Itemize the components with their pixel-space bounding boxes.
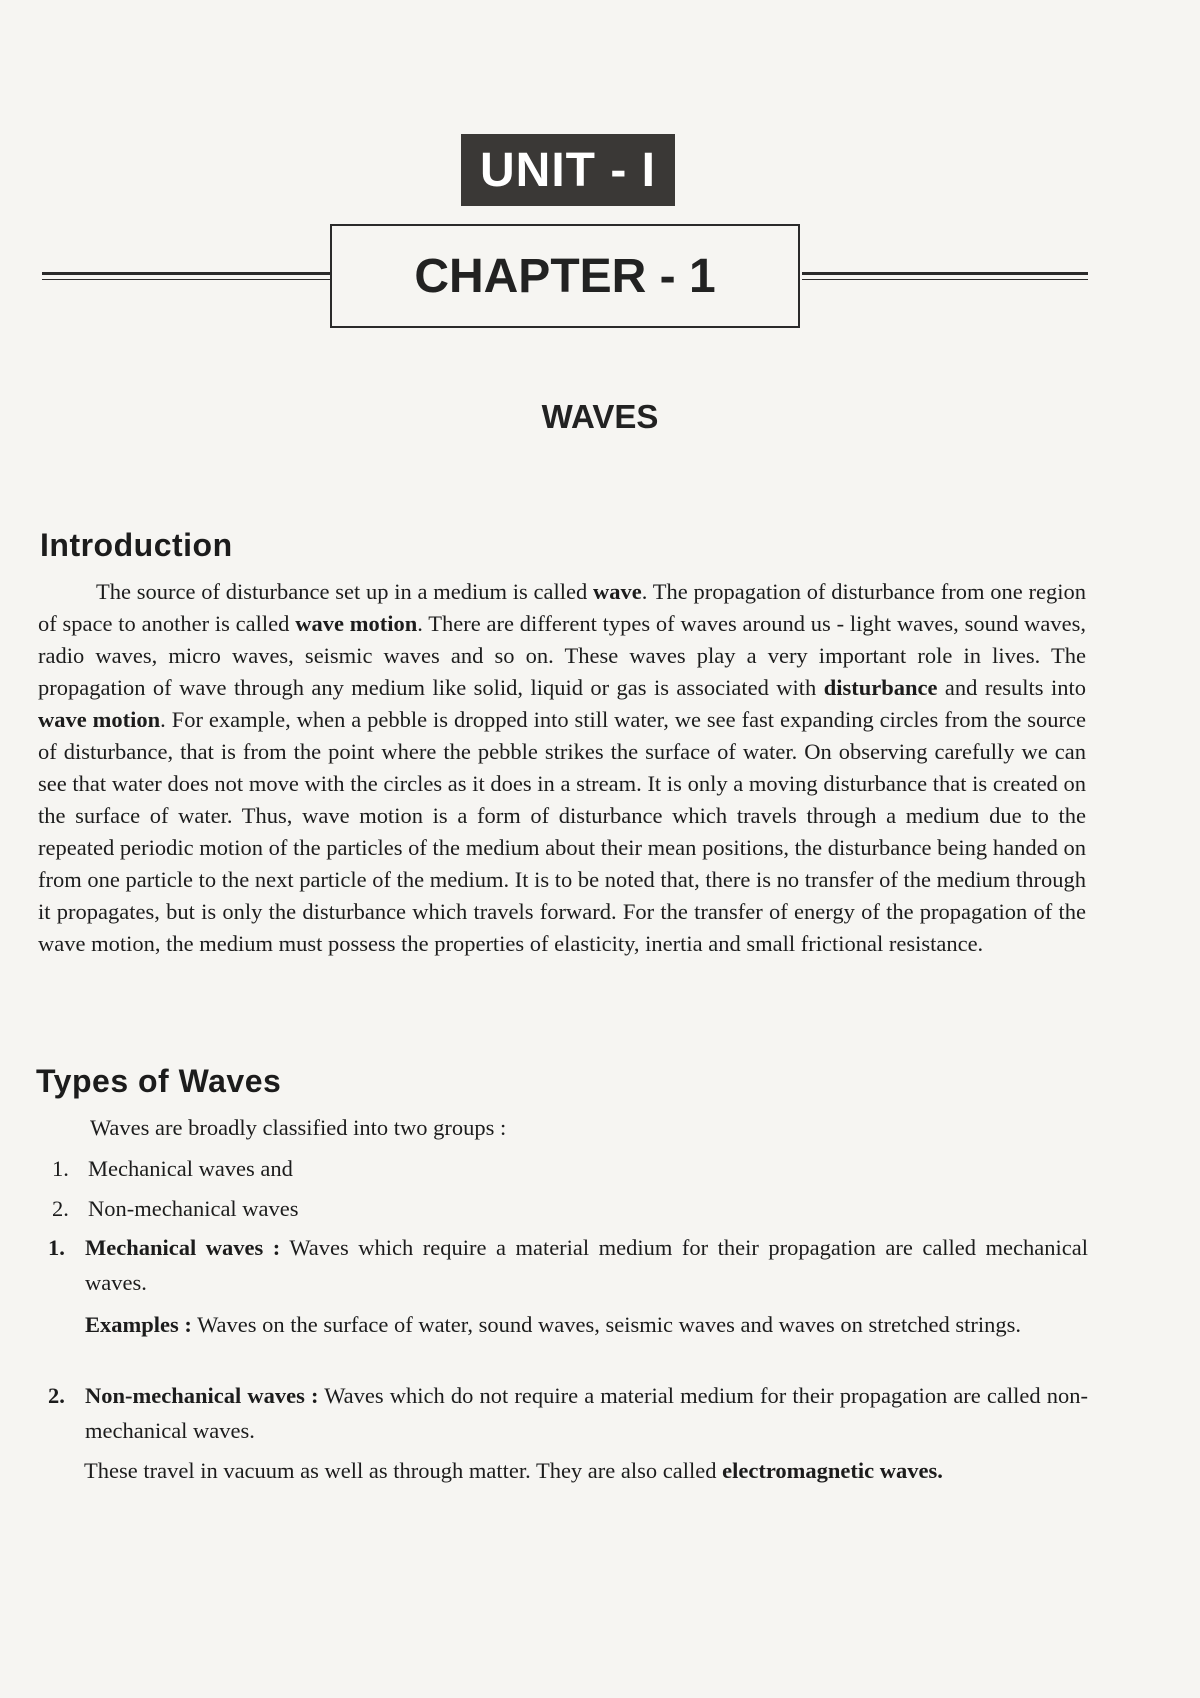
introduction-paragraph: The source of disturbance set up in a medium is called wave. The propagation of disturbance from one region of space to another is called wave motion. There are different types of waves around us - light waves, sound waves, radio waves, micro waves, seismic waves and so on. These waves play a very important role in lives. The propagation of wave through any medium like solid, liquid or gas is associated with disturbance and results into wave motion. For example, when a pebble is dropped into still water, we see fast expanding circles from the source of disturbance, that is from the point where the pebble strikes the surface of water. On observing carefully we can see that water does not move with the circles as it does in a stream. It is only a moving disturbance that is created on the surface of water. Thus, wave motion is a form of disturbance which travels through a medium due to the repeated periodic motion of the particles of the medium about their mean positions, the disturbance being handed on from one particle to the next particle of the medium. It is to be noted that, there is no transfer of the medium through it propagates, but is only the disturbance which travels forward. For the transfer of energy of the propagation of the wave motion, the medium must possess the properties of elasticity, inertia and small frictional resistance. [38, 579, 1086, 956]
term-wave-motion-2: wave motion [38, 707, 161, 732]
introduction-heading: Introduction [40, 527, 233, 563]
term-wave-motion: wave motion [295, 611, 418, 636]
non-mechanical-waves-definition: 2. Non-mechanical waves : Waves which do not require a material medium for their propagation are called non-mechanical waves. [48, 1383, 1088, 1443]
chapter-rule-left [42, 272, 330, 280]
chapter-title: WAVES [541, 398, 659, 435]
unit-badge: UNIT - I [461, 134, 675, 206]
chapter-label: CHAPTER - 1 [330, 224, 800, 328]
list-item: 2. Non-mechanical waves [52, 1196, 299, 1221]
term-wave: wave [593, 579, 642, 604]
chapter-rule-right [802, 272, 1088, 280]
term-disturbance: disturbance [823, 675, 938, 700]
mechanical-waves-examples: Examples : Waves on the surface of water, sound waves, seismic waves and waves on stretched strings. [85, 1312, 1022, 1337]
list-item: 1. Mechanical waves and [52, 1156, 293, 1181]
electromagnetic-note: These travel in vacuum as well as through matter. They are also called electromagnetic waves. [84, 1458, 943, 1483]
types-lead: Waves are broadly classified into two groups : [90, 1115, 507, 1140]
mechanical-waves-definition: 1. Mechanical waves : Waves which require a material medium for their propagation are called mechanical waves. [48, 1235, 1088, 1295]
types-heading: Types of Waves [36, 1063, 282, 1099]
